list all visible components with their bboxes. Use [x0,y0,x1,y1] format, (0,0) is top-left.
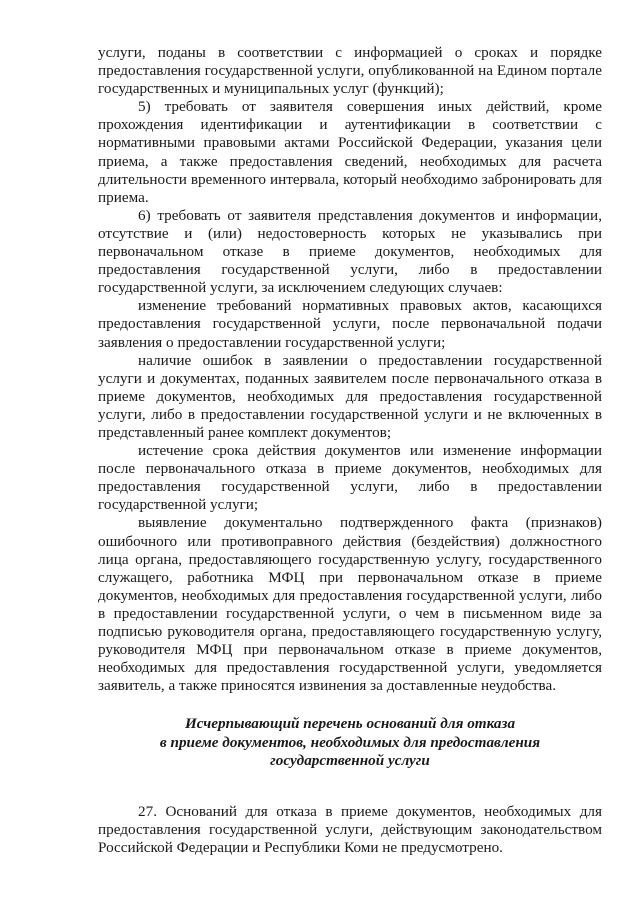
section-heading-line-3: государственной услуги [270,752,430,770]
paragraph-case-errors: наличие ошибок в заявлении о предоставлении государственной услуги и документах, поданных заявителем после первоначального отказа в приеме документов, необходимых для предоставления государственной услуги, либо в предоставлении государственной услуги и не включенных в представленный ранее комплект документов; [98,351,602,441]
section-heading-line-2: в приеме документов, необходимых для предоставления [159,733,541,751]
paragraph-case-misconduct: выявление документально подтвержденного факта (признаков) ошибочного или противоправного действия (бездействия) должностного лица органа, предоставляющего государственную услугу, государственного служащего, работника МФЦ при первоначальном отказе в приеме документов, необходимых для предоставления государственной услуги, либо в предоставлении государственной услуги, о чем в письменном виде за подписью руководителя органа, предоставляющего государственную услугу, руководителя МФЦ при первоначальном отказе в приеме документов, необходимых для предоставления государственной услуги, уведомляется заявитель, а также приносятся извинения за доставленные неудобства. [98,514,602,695]
document-page [98,44,602,857]
section-heading [98,715,602,770]
paragraph-item-5: 5) требовать от заявителя совершения иных действий, кроме прохождения идентификации и аутентификации в соответствии с нормативными правовыми актами Российской Федерации, указания цели приема, а также предоставления сведений, необходимых для расчета длительности временного интервала, который необходимо забронировать для приема. [98,98,602,206]
paragraph-item-27: 27. Оснований для отказа в приеме документов, необходимых для предоставления государственной услуги, действующим законодательством Российской Федерации и Республики Коми не предусмотрено. [98,802,602,856]
paragraph-case-expiration: истечение срока действия документов или изменение информации после первоначального отказа в приеме документов, необходимых для предоставления государственной услуги, либо в предоставлении государственной услуги; [98,442,602,514]
section-heading-line-1: Исчерпывающий перечень оснований для отказа [184,715,516,733]
paragraph-item-6: 6) требовать от заявителя представления документов и информации, отсутствие и (или) недостоверность которых не указывались при первоначальном отказе в приеме документов, необходимых для предоставления государственной услуги, либо в предоставлении государственной услуги, за исключением следующих случаев: [98,206,602,297]
paragraph-case-regulation-change: изменение требований нормативных правовых актов, касающихся предоставления государственной услуги, после первоначальной подачи заявления о предоставлении государственной услуги; [98,297,602,351]
paragraph-continuation: услуги, поданы в соответствии с информацией о сроках и порядке предоставления государственной услуги, опубликованной на Едином портале государственных и муниципальных услуг (функций); [98,44,602,98]
